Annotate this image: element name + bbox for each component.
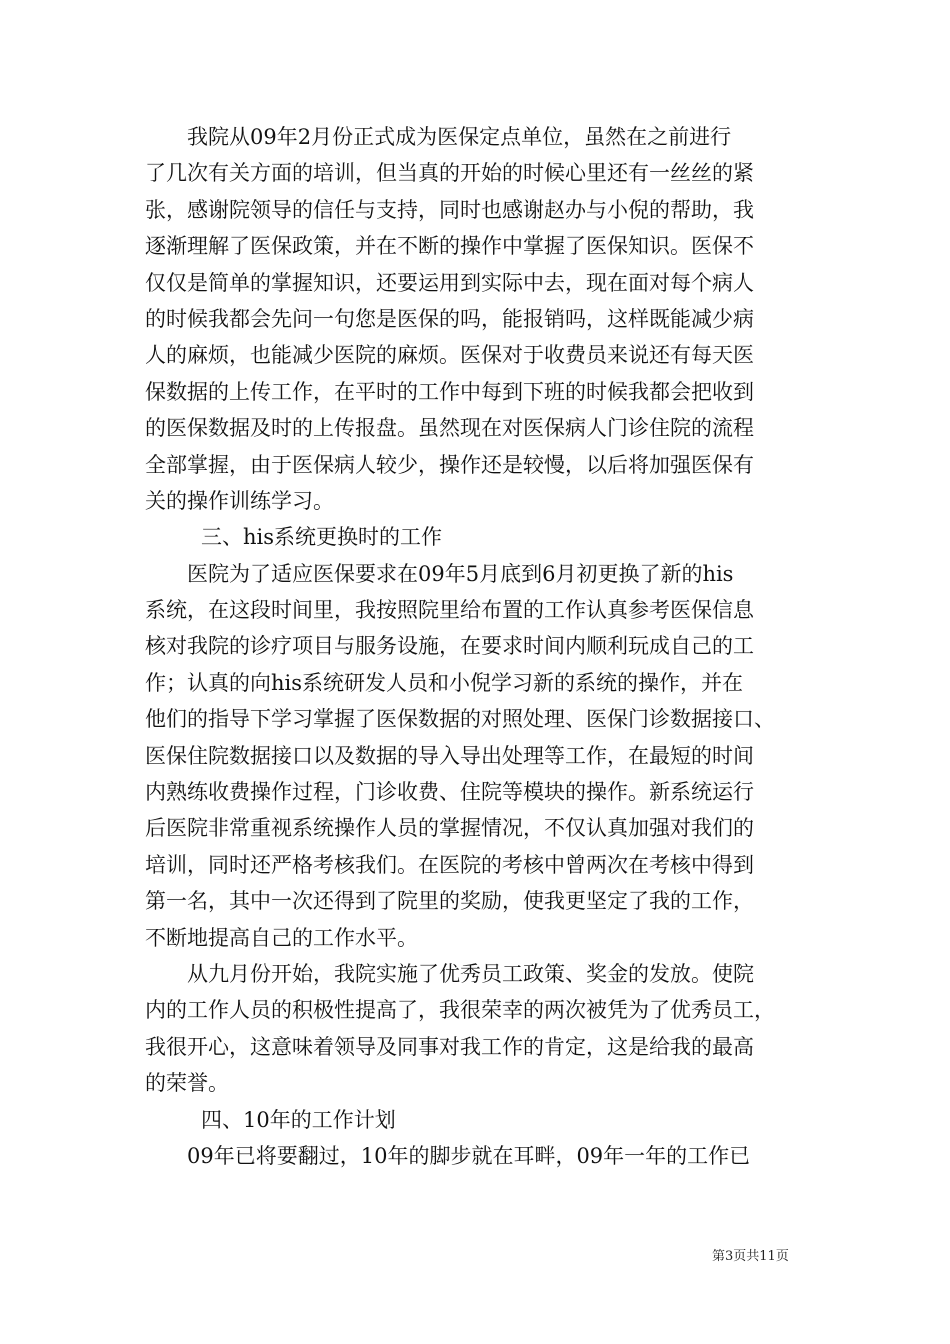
paragraph-line: 的荣誉。 (145, 1071, 229, 1096)
paragraph-line: 他们的指导下学习掌握了医保数据的对照处理、医保门诊数据接口、 (145, 707, 775, 732)
paragraph-line: 逐渐理解了医保政策，并在不断的操作中掌握了医保知识。医保不 (145, 234, 754, 259)
section-heading: 四、10年的工作计划 (201, 1107, 396, 1132)
paragraph-line: 我很开心，这意味着领导及同事对我工作的肯定，这是给我的最高 (145, 1034, 754, 1059)
paragraph-line: 我院从09年2月份正式成为医保定点单位，虽然在之前进行 (187, 125, 732, 149)
paragraph-line: 内的工作人员的积极性提高了，我很荣幸的两次被凭为了优秀员工， (145, 998, 775, 1023)
section-heading: 三、his系统更换时的工作 (201, 525, 443, 550)
paragraph-line: 系统，在这段时间里，我按照院里给布置的工作认真参考医保信息 (145, 598, 754, 623)
paragraph-line: 09年已将要翻过，10年的脚步就在耳畔，09年一年的工作已 (187, 1143, 751, 1168)
paragraph-line: 内熟练收费操作过程，门诊收费、住院等模块的操作。新系统运行 (145, 780, 754, 805)
page-number-footer: 第3页共11页 (712, 1249, 789, 1264)
paragraph-line: 全部掌握，由于医保病人较少，操作还是较慢，以后将加强医保有 (145, 452, 754, 477)
paragraph-line: 从九月份开始，我院实施了优秀员工政策、奖金的发放。使院 (187, 961, 754, 986)
paragraph-line: 培训，同时还严格考核我们。在医院的考核中曾两次在考核中得到 (145, 852, 754, 877)
paragraph-line: 后医院非常重视系统操作人员的掌握情况，不仅认真加强对我们的 (145, 816, 754, 841)
paragraph-line: 核对我院的诊疗项目与服务设施，在要求时间内顺利玩成自己的工 (145, 634, 754, 659)
paragraph-line: 医院为了适应医保要求在09年5月底到6月初更换了新的his (187, 561, 734, 586)
paragraph-line: 仅仅是简单的掌握知识，还要运用到实际中去，现在面对每个病人 (145, 270, 754, 295)
paragraph-line: 保数据的上传工作，在平时的工作中每到下班的时候我都会把收到 (145, 379, 754, 404)
paragraph-line: 作；认真的向his系统研发人员和小倪学习新的系统的操作，并在 (145, 670, 744, 695)
paragraph-line: 不断地提高自己的工作水平。 (145, 925, 418, 950)
paragraph-line: 医保住院数据接口以及数据的导入导出处理等工作，在最短的时间 (145, 743, 754, 768)
paragraph-line: 张，感谢院领导的信任与支持，同时也感谢赵办与小倪的帮助，我 (145, 197, 754, 222)
paragraph-line: 的时候我都会先问一句您是医保的吗，能报销吗，这样既能减少病 (145, 306, 754, 331)
paragraph-line: 人的麻烦，也能减少医院的麻烦。医保对于收费员来说还有每天医 (145, 343, 754, 368)
paragraph-line: 的医保数据及时的上传报盘。虽然现在对医保病人门诊住院的流程 (145, 416, 754, 441)
paragraph-line: 了几次有关方面的培训，但当真的开始的时候心里还有一丝丝的紧 (145, 161, 754, 186)
body-text (145, 119, 811, 1174)
paragraph-line: 关的操作训练学习。 (145, 488, 334, 513)
paragraph-line: 第一名，其中一次还得到了院里的奖励，使我更坚定了我的工作， (145, 889, 754, 914)
